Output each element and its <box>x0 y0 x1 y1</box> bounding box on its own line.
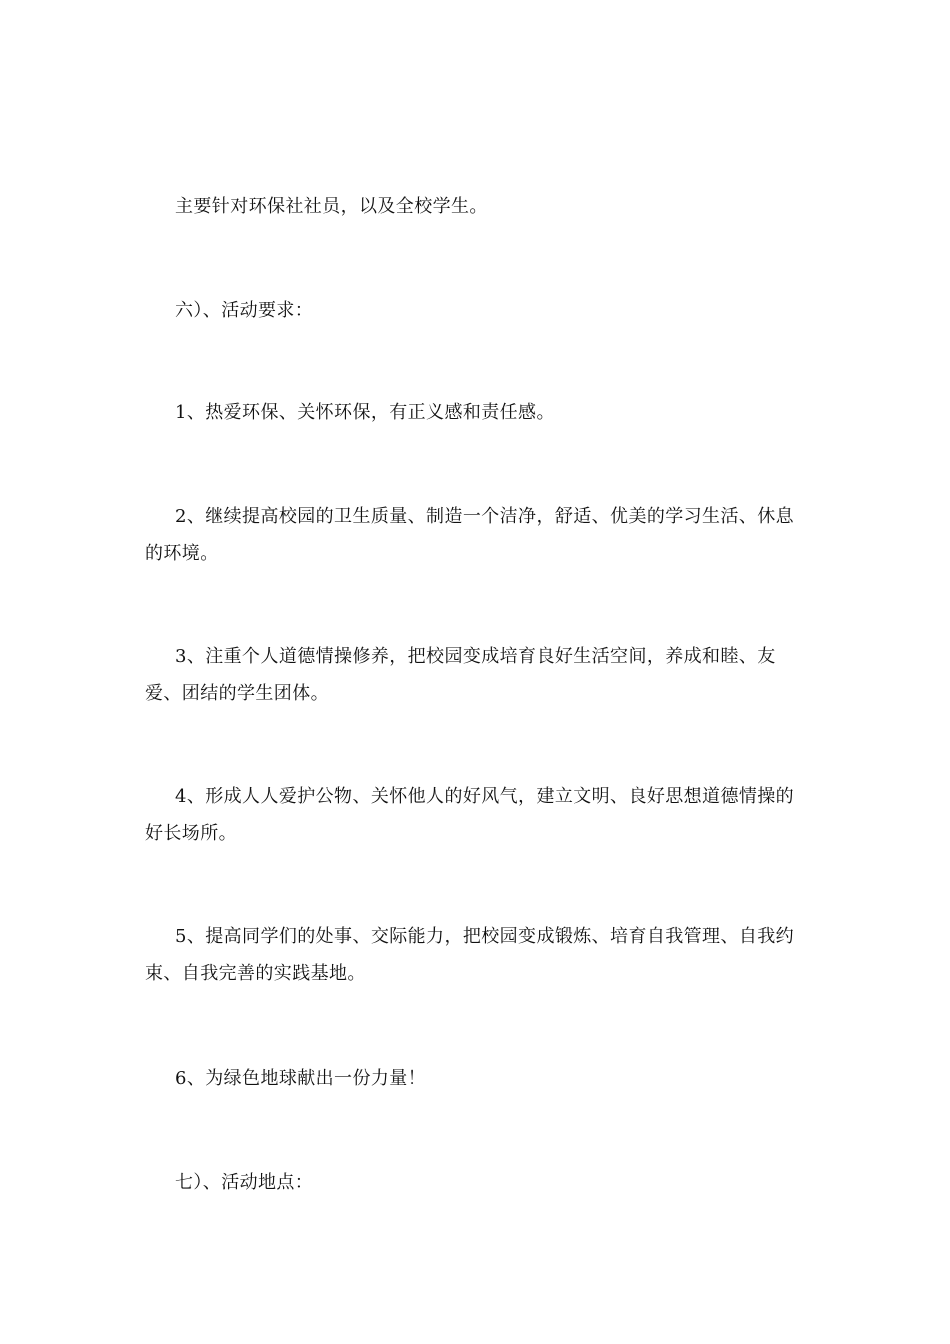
section-heading-requirements: 六）、活动要求： <box>175 300 314 321</box>
requirement-item-6: 6、为绿色地球献出一份力量！ <box>175 1068 427 1089</box>
requirement-item-4: 4、形成人人爱护公物、关怀他人的好风气，建立文明、良好思想道德情操的好长场所。 <box>145 786 795 844</box>
requirement-item-5: 5、提高同学们的处事、交际能力，把校园变成锻炼、培育自我管理、自我约束、自我完善的实践基地。 <box>145 926 795 984</box>
requirement-item-2: 2、继续提高校园的卫生质量、制造一个洁净，舒适、优美的学习生活、休息的环境。 <box>145 506 795 564</box>
paragraph-target-audience: 主要针对环保社社员，以及全校学生。 <box>175 196 488 217</box>
section-heading-location: 七）、活动地点： <box>175 1172 314 1193</box>
requirement-item-1: 1、热爱环保、关怀环保，有正义感和责任感。 <box>175 402 555 423</box>
requirement-item-3: 3、注重个人道德情操修养，把校园变成培育良好生活空间，养成和睦、友爱、团结的学生团体。 <box>145 646 776 704</box>
